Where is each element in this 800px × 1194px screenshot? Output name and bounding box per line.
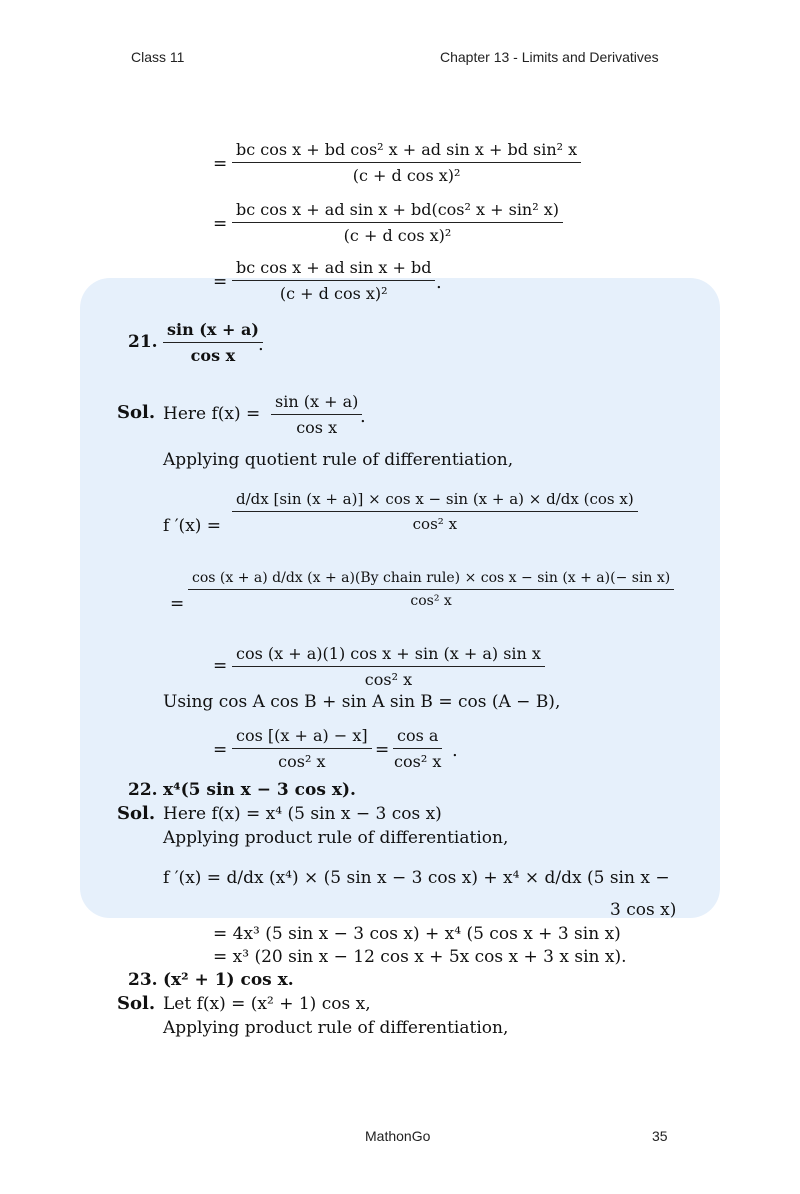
- fraction-eq2: $\frac{\text{bc cos x + ad sin x + bd(cos² x + sin² x)}}{\text{(c + d cos x)²}}$: [232, 200, 563, 245]
- header-chapter: Chapter 13 - Limits and Derivatives: [440, 49, 659, 65]
- fraction-step2: cos (x + a) d/dx (x + a)(By chain rule) × cos x − sin (x + a)(− sin x) cos² x: [188, 570, 674, 609]
- footer-brand: MathonGo: [365, 1128, 431, 1144]
- fraction-step1: $\frac{\text{d/dx [sin (x + a)] × cos x − sin (x + a) × d/dx (cos x)}}{\text{cos² x}}$: [232, 490, 638, 533]
- page-number: 35: [652, 1128, 668, 1144]
- solution-label: Sol.: [117, 803, 156, 824]
- question-number: 23.: [128, 970, 158, 990]
- question-number: 21.: [128, 332, 158, 352]
- fraction-step3: $\frac{\text{cos (x + a)(1) cos x + sin (x + a) sin x}}{\text{cos² x}}$: [232, 644, 545, 689]
- question-23: (x² + 1) cos x.: [163, 970, 294, 990]
- header-class: Class 11: [131, 49, 185, 65]
- question-21: $\frac{\sin (x + a)}{\text{cos x}}$: [163, 320, 263, 365]
- fraction-eq1: $\frac{\text{bc cos x + bd cos² x + ad sin x + bd sin² x}}{\text{(c + d cos x)²}}$: [232, 140, 581, 185]
- fraction-step4b: $\frac{\text{cos a}}{\text{cos² x}}$: [394, 726, 442, 771]
- fraction-step4a: $\frac{\cos [(x + a) - x]}{\text{cos² x}}$: [232, 726, 372, 771]
- solution-label: Sol.: [117, 993, 156, 1014]
- question-22: x⁴(5 sin x − 3 cos x).: [163, 780, 356, 800]
- solution-label: Sol.: [117, 402, 156, 423]
- fraction-f21: $\frac{\sin (x + a)}{\text{cos x}}$: [271, 392, 362, 437]
- question-number: 22.: [128, 780, 158, 800]
- fraction-eq3: $\frac{\text{bc cos x + ad sin x + bd}}{\text{(c + d cos x)²}}$: [232, 258, 435, 303]
